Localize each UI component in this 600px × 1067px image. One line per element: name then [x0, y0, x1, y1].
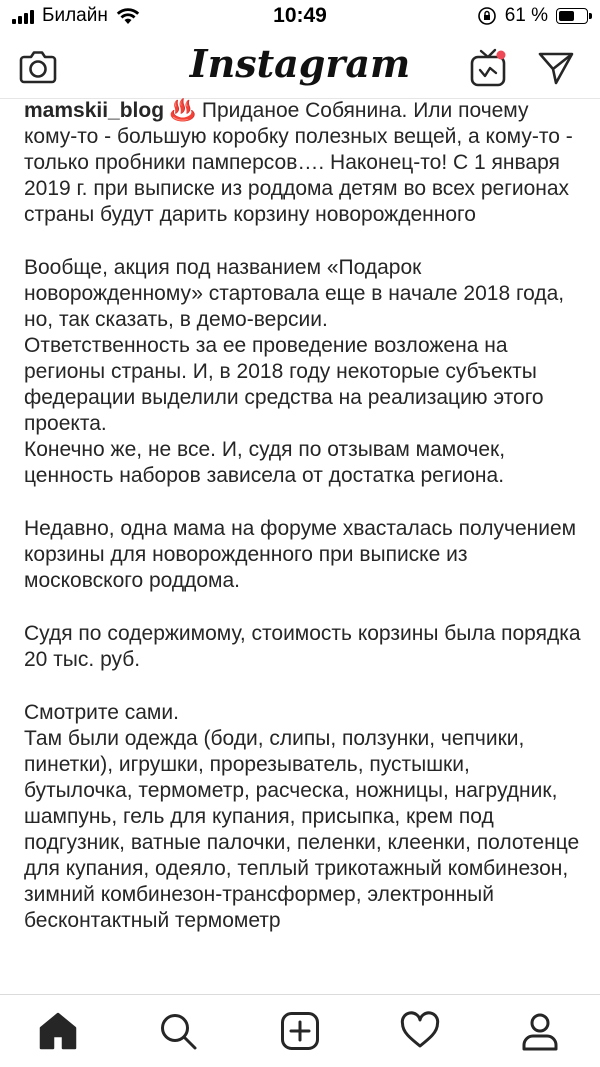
- app-header: [0, 36, 600, 99]
- instagram-logo: Instagram: [189, 41, 411, 86]
- caption-text: Приданое Собянина. Или почему кому-то - большую коробку полезных вещей, а кому-то - только пробники памперсов…. Наконец-то! С 1 января 2019 г. при выписке из роддома детям во всех регионах страны будут дарить корзину новорожденного: [24, 99, 573, 226]
- status-bar: [0, 0, 600, 36]
- battery-icon: [556, 8, 588, 24]
- activity-heart-icon[interactable]: [400, 1011, 440, 1051]
- home-icon[interactable]: [38, 1011, 78, 1051]
- battery-percent: 61 %: [504, 5, 548, 26]
- clock: 10:49: [273, 4, 327, 27]
- post-caption: [24, 98, 584, 994]
- profile-icon[interactable]: [520, 1011, 560, 1051]
- search-icon[interactable]: [158, 1011, 198, 1051]
- tab-bar: [0, 994, 600, 1067]
- hot-springs-emoji: ♨️: [169, 99, 197, 122]
- caption-paragraph-7: Смотрите сами.: [24, 701, 179, 724]
- direct-message-icon[interactable]: [536, 48, 576, 86]
- status-right: [477, 5, 588, 27]
- battery-level-fill: [559, 11, 574, 21]
- caption-paragraph-5: Недавно, одна мама на форуме хвасталась получением корзины для новорожденного при выписке из московского роддома.: [24, 517, 577, 592]
- new-post-icon[interactable]: [280, 1011, 320, 1051]
- caption-paragraph-6: Судя по содержимому, стоимость корзины была порядка 20 тыс. руб.: [24, 622, 581, 671]
- caption-paragraph-4: Конечно же, не все. И, судя по отзывам мамочек, ценность наборов зависела от достатка региона.: [24, 438, 506, 487]
- caption-paragraph-3: Ответственность за ее проведение возложена на регионы страны. И, в 2018 году некоторые субъекты федерации выделили средства на реализацию этого проекта.: [24, 334, 544, 435]
- caption-paragraph-2: Вообще, акция под названием «Подарок новорожденному» стартовала еще в начале 2018 года, но, так сказать, в демо-версии.: [24, 256, 565, 331]
- post-username[interactable]: mamskii_blog: [24, 99, 165, 122]
- caption-paragraph-8: Там были одежда (боди, слипы, ползунки, чепчики, пинетки), игрушки, прорезыватель, пустышки, бутылочка, термометр, расческа, ножницы, нагрудник, шампунь, гель для купания, присыпка, крем под подгузник, ватные палочки, пеленки, клеенки, полотенце для купания, одеяло, теплый трикотажный комбинезон, зимний комбинезон-трансформер, электронный бесконтактный термометр: [24, 727, 580, 932]
- igtv-icon[interactable]: [468, 46, 508, 88]
- orientation-lock-icon: [477, 6, 497, 26]
- notification-dot: [497, 51, 506, 60]
- caption-paragraph-1: [24, 98, 584, 228]
- carrier-name: Билайн: [42, 5, 108, 26]
